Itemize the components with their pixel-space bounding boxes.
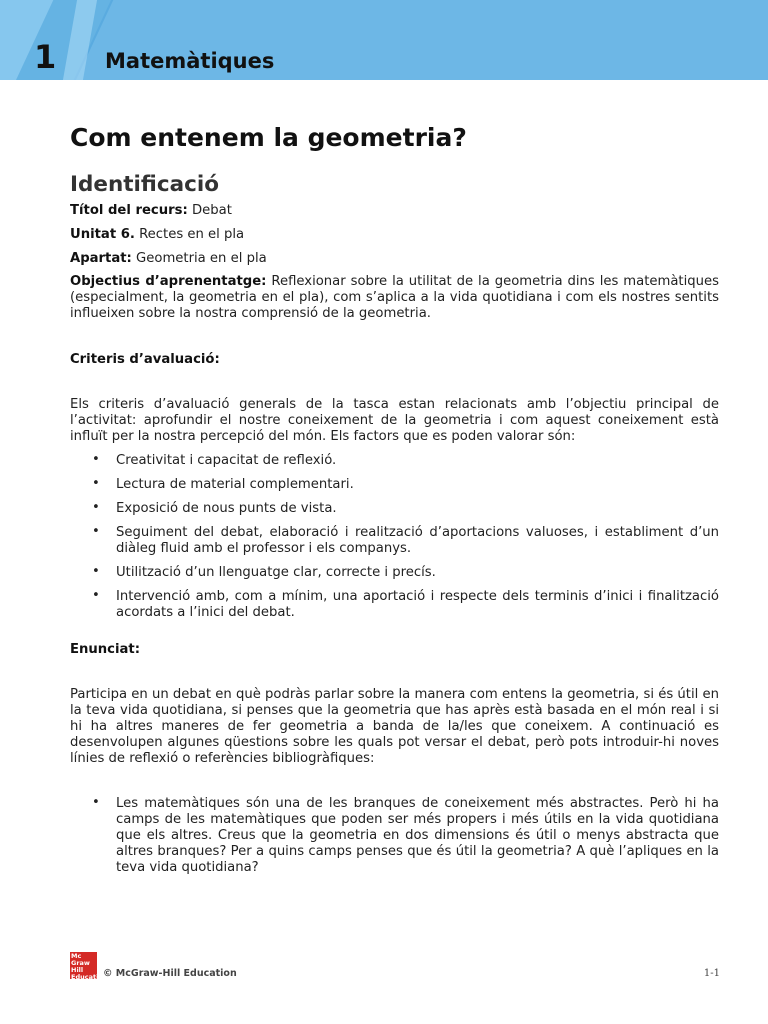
- list-item: • Exposició de nous punts de vista.: [92, 500, 337, 516]
- page-title: Com entenem la geometria?: [70, 123, 467, 152]
- field-label: Títol del recurs:: [70, 203, 188, 218]
- field-label: Apartat:: [70, 251, 132, 266]
- criteria-list: [70, 453, 719, 621]
- statement-intro: Participa en un debat en què podràs parlar sobre la manera com entens la geometria, si és útil en la teva vida quotidiana, si penses que la geometria que has après està basada en el món real i si hi ha altres maneres de fer geometria a banda de la/les que coneixem. A continuació es desenvolupen algunes qüestions sobre les quals pot versar el debat, però pots introduir-hi noves línies de reflexió o referències bibliogràfiques:: [70, 687, 719, 766]
- copyright-notice: © McGraw-Hill Education: [103, 968, 237, 979]
- statement-heading: Enunciat:: [70, 642, 140, 657]
- bullet-icon: •: [92, 795, 100, 810]
- bullet-icon: •: [92, 524, 100, 539]
- criteria-intro: Els criteris d’avaluació generals de la tasca estan relacionats amb l’objectiu principal de l’activitat: aprofundir el nostre coneixement de la geometria i com aquest coneixement està influït per la nostra percepció del món. Els factors que es poden valorar són:: [70, 397, 719, 444]
- chapter-number: 1: [34, 38, 57, 76]
- list-item: • Seguiment del debat, elaboració i realització d’aportacions valuoses, i establiment d’un diàleg fluid amb el professor i els companys.: [92, 524, 719, 556]
- bullet-icon: •: [92, 588, 100, 603]
- identification-heading: Identificació: [70, 172, 219, 197]
- bullet-icon: •: [92, 452, 100, 467]
- page-number: 1-1: [703, 968, 720, 979]
- field-value: Geometria en el pla: [136, 251, 267, 266]
- field-label: Objectius d’aprenentatge:: [70, 274, 267, 289]
- page-footer: [70, 952, 720, 982]
- field-value: Debat: [191, 203, 232, 218]
- field-objectives: [70, 274, 719, 322]
- list-item: • Les matemàtiques són una de les branques de coneixement més abstractes. Però hi ha camps de les matemàtiques que poden ser més propers i més útils en la vida quotidiana que els altres. Creus que la geometria en dos dimensions és útil o menys abstracta que altres branques? Per a quins camps penses que és útil la geometria? A què l’apliques en la teva vida quotidiana?: [92, 795, 719, 875]
- field-label: Unitat 6.: [70, 227, 135, 242]
- field-unit: [70, 227, 719, 243]
- field-resource-title: [70, 203, 719, 219]
- chapter-title: Matemàtiques: [105, 49, 275, 73]
- list-item: • Lectura de material complementari.: [92, 476, 354, 492]
- field-section: [70, 251, 719, 267]
- field-value: Rectes en el pla: [139, 227, 245, 242]
- bullet-icon: •: [92, 476, 100, 491]
- list-item: • Utilització d’un llenguatge clar, correcte i precís.: [92, 564, 436, 580]
- publisher-logo: Mc Graw Hill Education: [71, 952, 108, 981]
- statement-list: [70, 796, 719, 876]
- list-item: • Intervenció amb, com a mínim, una aportació i respecte dels terminis d’inici i finalització acordats a l’inici del debat.: [92, 588, 719, 620]
- chapter-header: [0, 0, 768, 80]
- document-body: [70, 122, 719, 876]
- bullet-icon: •: [92, 564, 100, 579]
- list-item: • Creativitat i capacitat de reflexió.: [92, 452, 337, 468]
- criteria-heading: Criteris d’avaluació:: [70, 352, 220, 367]
- field-value: Reflexionar sobre la utilitat de la geometria dins les matemàtiques (especialment, la geometria en el pla), com s’aplica a la vida quotidiana i com els nostres sentits influeixen sobre la nostra comprensió de la geometria.: [70, 274, 719, 321]
- bullet-icon: •: [92, 500, 100, 515]
